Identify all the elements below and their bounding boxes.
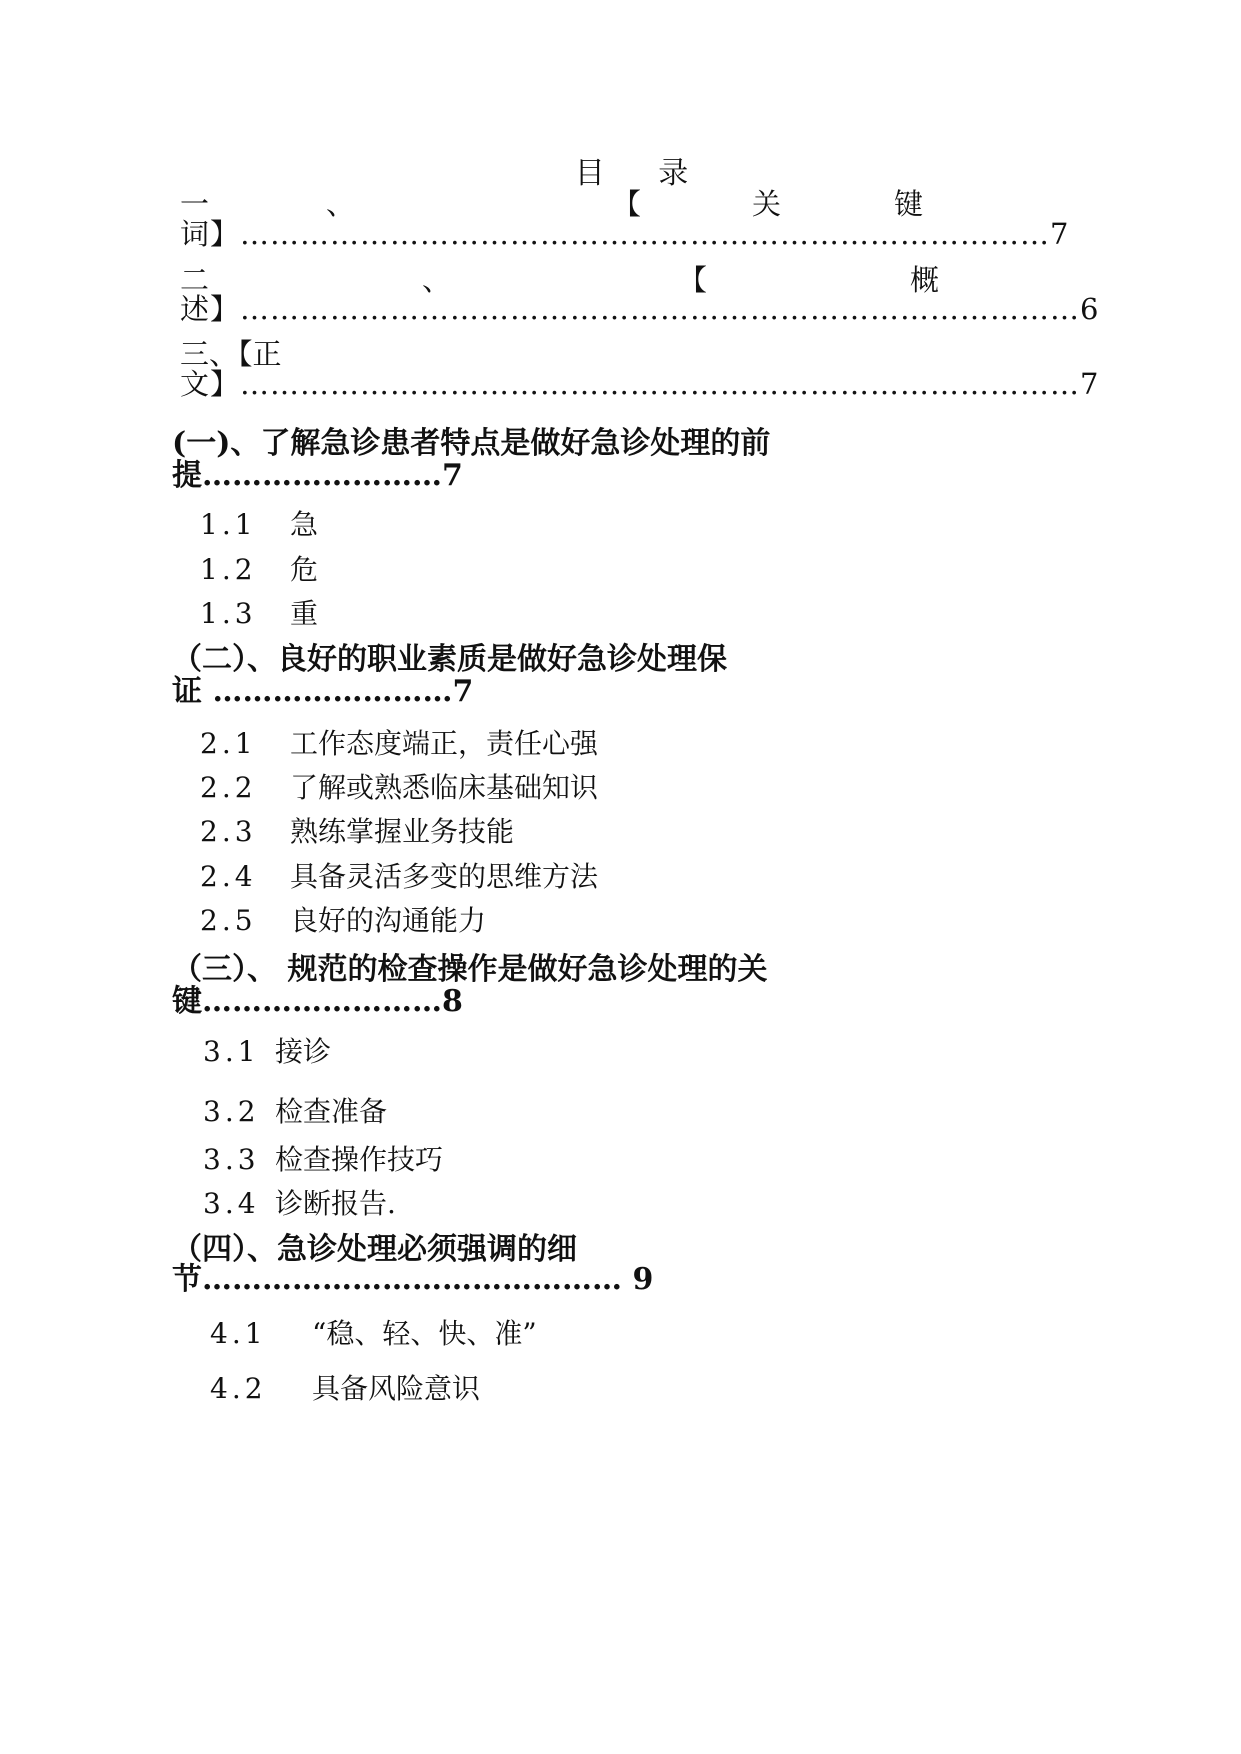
item-text: 诊断报告. (275, 1187, 396, 1220)
section-1-heading[interactable]: (一)、了解急诊患者特点是做好急诊处理的前 (172, 426, 771, 461)
item-number: 4.2 (210, 1372, 267, 1405)
toc-entry-2-bracket: 【 (678, 263, 708, 297)
item-number: 3.3 (203, 1143, 260, 1176)
section-2-heading-cont[interactable]: 证 ……………………7 (172, 674, 474, 709)
item-text: 接诊 (275, 1035, 332, 1068)
toc-entry-2-line-2[interactable]: 述】…………………………………………………………………………6 (180, 292, 1100, 326)
item-text: 具备风险意识 (312, 1372, 481, 1405)
section-4-heading-cont[interactable]: 节…………………………………… 9 (172, 1262, 654, 1297)
item-number: 4.1 (210, 1317, 267, 1350)
item-number: 1.3 (200, 597, 257, 630)
toc-entry-1-char-2: 键 (894, 187, 924, 221)
item-text: 工作态度端正，责任心强 (290, 727, 599, 760)
toc-entry-1-number: 一 (180, 187, 210, 221)
page-title: 目 录 (574, 156, 711, 191)
item-number: 3.1 (203, 1035, 260, 1068)
item-number: 3.2 (203, 1095, 260, 1128)
item-text: 检查准备 (275, 1095, 388, 1128)
item-number: 3.4 (203, 1187, 260, 1220)
toc-entry-1-bracket: 【 (612, 187, 642, 221)
item-text: 重 (290, 597, 319, 630)
section-1-heading-cont[interactable]: 提……………………7 (172, 458, 463, 493)
toc-entry-1-line-2[interactable]: 词】………………………………………………………………………7 (180, 217, 1070, 251)
item-number: 2.2 (200, 771, 257, 804)
item-number: 1.2 (200, 553, 257, 586)
section-3-heading-cont[interactable]: 键……………………8 (172, 984, 463, 1019)
item-number: 2.4 (200, 860, 257, 893)
section-3-heading[interactable]: （三）、 规范的检查操作是做好急诊处理的关 (172, 952, 768, 987)
item-text: 熟练掌握业务技能 (290, 815, 515, 848)
section-2-heading[interactable]: （二）、良好的职业素质是做好急诊处理保 (172, 642, 727, 677)
item-number: 1.1 (200, 508, 257, 541)
item-text: 检查操作技巧 (275, 1143, 444, 1176)
item-text: “稳、轻、快、准” (312, 1317, 537, 1350)
toc-entry-2-char: 概 (910, 263, 940, 297)
item-text: 危 (290, 553, 319, 586)
item-number: 2.5 (200, 904, 257, 937)
item-text: 了解或熟悉临床基础知识 (290, 771, 599, 804)
toc-entry-1-separator: 、 (326, 187, 356, 221)
section-4-heading[interactable]: （四）、急诊处理必须强调的细 (172, 1232, 577, 1267)
item-text: 具备灵活多变的思维方法 (290, 860, 599, 893)
toc-entry-2-separator: 、 (422, 263, 452, 297)
toc-entry-3-line-2[interactable]: 文】…………………………………………………………………………7 (180, 367, 1100, 401)
toc-entry-1-char: 关 (752, 187, 782, 221)
item-text: 急 (290, 508, 319, 541)
item-text: 良好的沟通能力 (290, 904, 487, 937)
item-number: 2.3 (200, 815, 257, 848)
toc-entry-3-line-1: 三、【正 (180, 337, 282, 371)
toc-entry-2-number: 二 (180, 263, 210, 297)
item-number: 2.1 (200, 727, 257, 760)
